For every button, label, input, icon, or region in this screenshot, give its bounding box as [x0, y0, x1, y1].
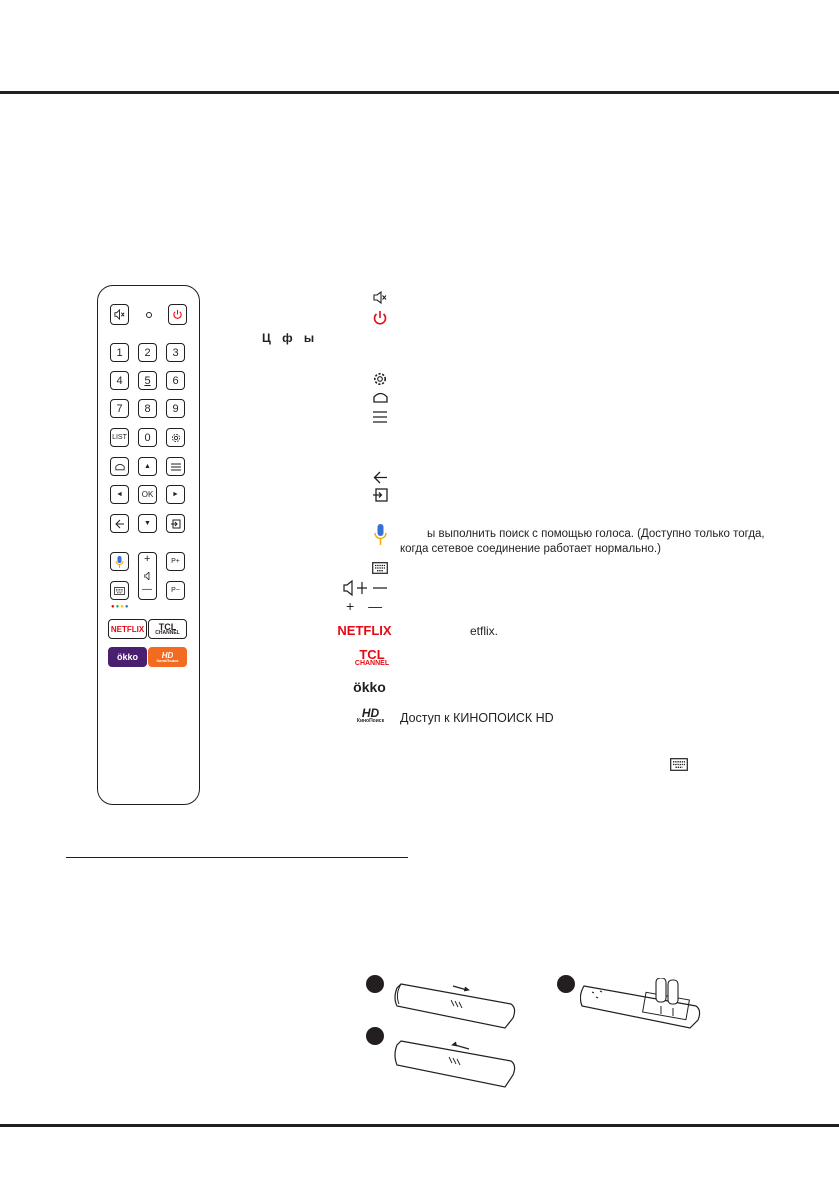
speaker-icon	[144, 572, 152, 580]
mute-icon	[114, 309, 125, 320]
remote-digit-5[interactable]: 5	[138, 371, 157, 390]
legend-volume-icon	[343, 580, 389, 596]
remote-channel-down-button[interactable]: P−	[166, 581, 185, 600]
remote-control-illustration	[97, 285, 200, 805]
remote-ok-button[interactable]: OK	[138, 485, 157, 504]
remote-down-button[interactable]: ▼	[138, 514, 157, 533]
volume-plus-label: +	[144, 553, 151, 565]
keyboard-icon	[114, 587, 125, 595]
bottom-rule	[0, 1124, 839, 1127]
legend-source-icon	[371, 487, 389, 503]
inline-keyboard-icon	[669, 756, 689, 772]
kinopoisk-logo: HD КиноПоиск	[156, 650, 179, 663]
remote-okko-button[interactable]	[108, 647, 147, 667]
legend-netflix-logo: NETFLIX	[337, 622, 392, 638]
legend-power-icon	[371, 309, 389, 327]
remote-battery-insert-illustration	[580, 978, 706, 1034]
remote-tcl-channel-button[interactable]	[148, 619, 187, 639]
remote-indicator-led	[146, 312, 152, 318]
legend-tcl-channel-logo: TCL CHANNEL	[354, 646, 390, 667]
legend-home-icon	[371, 389, 389, 405]
remote-home-button[interactable]	[110, 457, 129, 476]
tcl-channel-logo: TCL CHANNEL	[155, 621, 180, 636]
top-rule	[0, 91, 839, 94]
remote-right-button[interactable]: ►	[166, 485, 185, 504]
source-input-icon	[171, 519, 181, 529]
remote-voice-button[interactable]	[110, 552, 129, 571]
remote-channel-up-button[interactable]: P+	[166, 552, 185, 571]
remote-digit-4[interactable]: 4	[110, 371, 129, 390]
legend-microphone-icon	[371, 522, 389, 548]
step-3-marker	[366, 1027, 384, 1045]
section-underline	[66, 857, 408, 858]
legend-gear-icon	[371, 371, 389, 387]
power-icon	[172, 309, 183, 320]
legend-kinopoisk-logo: HD КиноПоиск	[356, 706, 385, 724]
remote-color-dots: ●●●●	[111, 604, 130, 610]
remote-netflix-button[interactable]	[108, 619, 147, 639]
remote-digit-7[interactable]: 7	[110, 399, 129, 418]
remote-keyboard-button[interactable]	[110, 581, 129, 600]
legend-menu-icon	[371, 409, 389, 425]
remote-digit-3[interactable]: 3	[166, 343, 185, 362]
remote-back-cover-open-illustration	[393, 978, 519, 1034]
back-arrow-icon	[115, 519, 125, 529]
legend-netflix-desc: etflix.	[470, 624, 499, 638]
legend-mute-icon	[371, 290, 389, 304]
remote-settings-button[interactable]	[166, 428, 185, 447]
remote-mute-button[interactable]	[110, 304, 129, 325]
remote-digit-0[interactable]: 0	[138, 428, 157, 447]
legend-digits-label: Ц ф ы	[262, 331, 315, 345]
microphone-icon	[115, 556, 124, 568]
remote-power-button[interactable]	[168, 304, 187, 325]
remote-digit-9[interactable]: 9	[166, 399, 185, 418]
remote-digit-6[interactable]: 6	[166, 371, 185, 390]
legend-okko-logo: ökko	[353, 679, 386, 695]
volume-minus-label: —	[142, 584, 152, 595]
remote-digit-1[interactable]: 1	[110, 343, 129, 362]
remote-list-button[interactable]: LIST	[110, 428, 129, 447]
okko-logo: ökko	[116, 652, 138, 662]
remote-back-cover-close-illustration	[393, 1037, 519, 1093]
legend-voice-desc-line2: когда сетевое соединение работает нормально.)	[400, 543, 661, 555]
remote-kinopoisk-button[interactable]	[148, 647, 187, 667]
remote-digit-8[interactable]: 8	[138, 399, 157, 418]
step-1-marker	[366, 975, 384, 993]
home-icon	[115, 462, 125, 471]
remote-volume-rocker[interactable]	[138, 552, 157, 600]
remote-source-button[interactable]	[166, 514, 185, 533]
remote-digit-2[interactable]: 2	[138, 343, 157, 362]
legend-back-arrow-icon	[371, 469, 389, 485]
step-2-marker	[557, 975, 575, 993]
menu-icon	[171, 463, 181, 471]
remote-left-button[interactable]: ◄	[110, 485, 129, 504]
netflix-logo: NETFLIX	[110, 624, 145, 634]
remote-back-button[interactable]	[110, 514, 129, 533]
legend-voice-desc-line1: ы выполнить поиск с помощью голоса. (Доступно только тогда,	[427, 528, 765, 540]
legend-channel-plus-minus: + —	[346, 598, 383, 614]
legend-kinopoisk-desc: Доступ к КИНОПОИСК HD	[400, 711, 554, 725]
remote-menu-button[interactable]	[166, 457, 185, 476]
legend-keyboard-icon	[371, 561, 389, 575]
gear-icon	[171, 433, 181, 443]
remote-up-button[interactable]: ▲	[138, 457, 157, 476]
